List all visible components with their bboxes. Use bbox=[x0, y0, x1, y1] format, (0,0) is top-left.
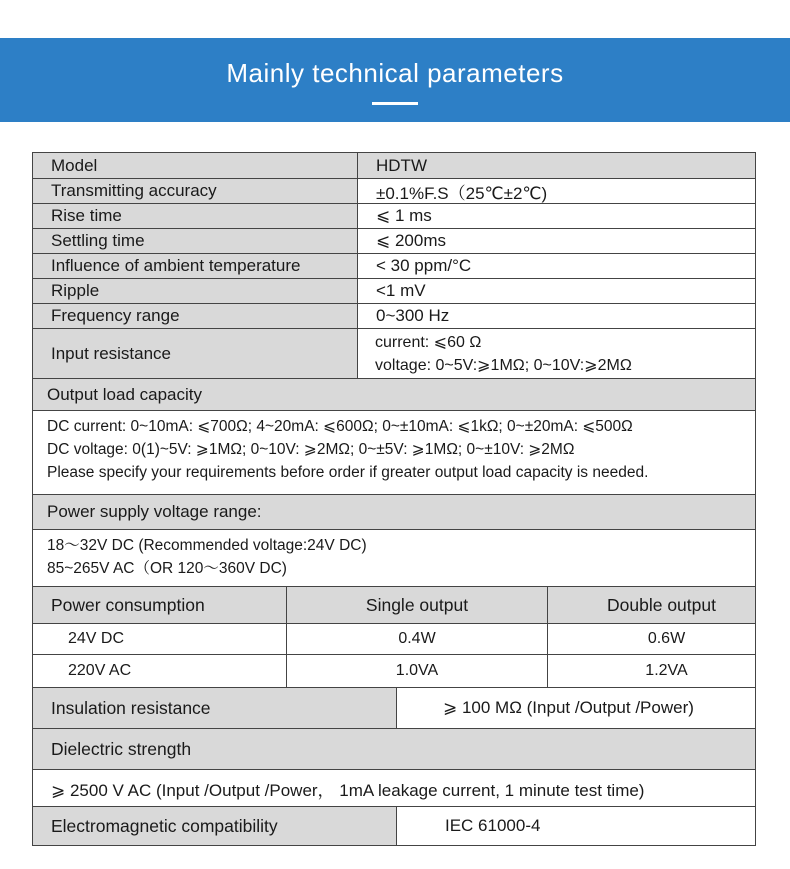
double-output-header: Double output bbox=[547, 586, 756, 624]
spec-value-model: HDTW bbox=[357, 152, 756, 179]
power-row-24v-double: 0.6W bbox=[547, 623, 756, 655]
power-row-220v-label: 220V AC bbox=[32, 654, 287, 688]
emc-label: Electromagnetic compatibility bbox=[32, 806, 397, 846]
spec-value-ripple: <1 mV bbox=[357, 278, 756, 304]
dielectric-value: ⩾ 2500 V AC (Input /Output /Power， 1mA leakage current, 1 minute test time) bbox=[32, 769, 756, 807]
single-output-header: Single output bbox=[286, 586, 548, 624]
output-load-dc-voltage: DC voltage: 0(1)~5V: ⩾1MΩ; 0~10V: ⩾2MΩ; 0~±5V: ⩾1MΩ; 0~±10V: ⩾2MΩ bbox=[47, 441, 575, 458]
power-row-24v-label: 24V DC bbox=[32, 623, 287, 655]
input-resistance-current: current: ⩽60 Ω bbox=[375, 334, 482, 351]
output-load-details bbox=[32, 410, 756, 495]
power-row-24v-single: 0.4W bbox=[286, 623, 548, 655]
spec-value-rise-time: ⩽ 1 ms bbox=[357, 203, 756, 229]
power-row-220v-double: 1.2VA bbox=[547, 654, 756, 688]
spec-label-model: Model bbox=[32, 152, 358, 179]
power-row-220v-single: 1.0VA bbox=[286, 654, 548, 688]
output-load-note: Please specify your requirements before order if greater output load capacity is needed. bbox=[47, 464, 649, 481]
output-load-dc-current: DC current: 0~10mA: ⩽700Ω; 4~20mA: ⩽600Ω; 0~±10mA: ⩽1kΩ; 0~±20mA: ⩽500Ω bbox=[47, 418, 633, 435]
power-supply-details bbox=[32, 529, 756, 587]
spec-value-accuracy: ±0.1%F.S（25℃±2℃) bbox=[357, 178, 756, 204]
spec-label-frequency-range: Frequency range bbox=[32, 303, 358, 329]
page-title: Mainly technical parameters bbox=[226, 58, 564, 88]
spec-label-rise-time: Rise time bbox=[32, 203, 358, 229]
insulation-value: ⩾ 100 MΩ (Input /Output /Power) bbox=[396, 687, 756, 729]
spec-label-settling-time: Settling time bbox=[32, 228, 358, 254]
power-supply-title: Power supply voltage range: bbox=[32, 494, 756, 530]
insulation-label: Insulation resistance bbox=[32, 687, 397, 729]
spec-label-ambient-temperature: Influence of ambient temperature bbox=[32, 253, 358, 279]
dielectric-title: Dielectric strength bbox=[32, 728, 756, 770]
spec-value-frequency-range: 0~300 Hz bbox=[357, 303, 756, 329]
power-consumption-header: Power consumption bbox=[32, 586, 287, 624]
spec-value-input-resistance bbox=[357, 328, 756, 379]
output-load-title: Output load capacity bbox=[32, 378, 756, 411]
spec-value-ambient-temperature: < 30 ppm/°C bbox=[357, 253, 756, 279]
header-banner bbox=[0, 38, 790, 122]
emc-value: IEC 61000-4 bbox=[396, 806, 756, 846]
input-resistance-voltage: voltage: 0~5V:⩾1MΩ; 0~10V:⩾2MΩ bbox=[375, 357, 632, 374]
power-supply-ac: 85~265V AC（OR 120～360V DC) bbox=[47, 560, 287, 577]
spec-label-input-resistance: Input resistance bbox=[32, 328, 358, 379]
spec-value-settling-time: ⩽ 200ms bbox=[357, 228, 756, 254]
power-supply-dc: 18～32V DC (Recommended voltage:24V DC) bbox=[47, 537, 367, 554]
title-underline bbox=[372, 102, 418, 105]
spec-label-accuracy: Transmitting accuracy bbox=[32, 178, 358, 204]
spec-label-ripple: Ripple bbox=[32, 278, 358, 304]
